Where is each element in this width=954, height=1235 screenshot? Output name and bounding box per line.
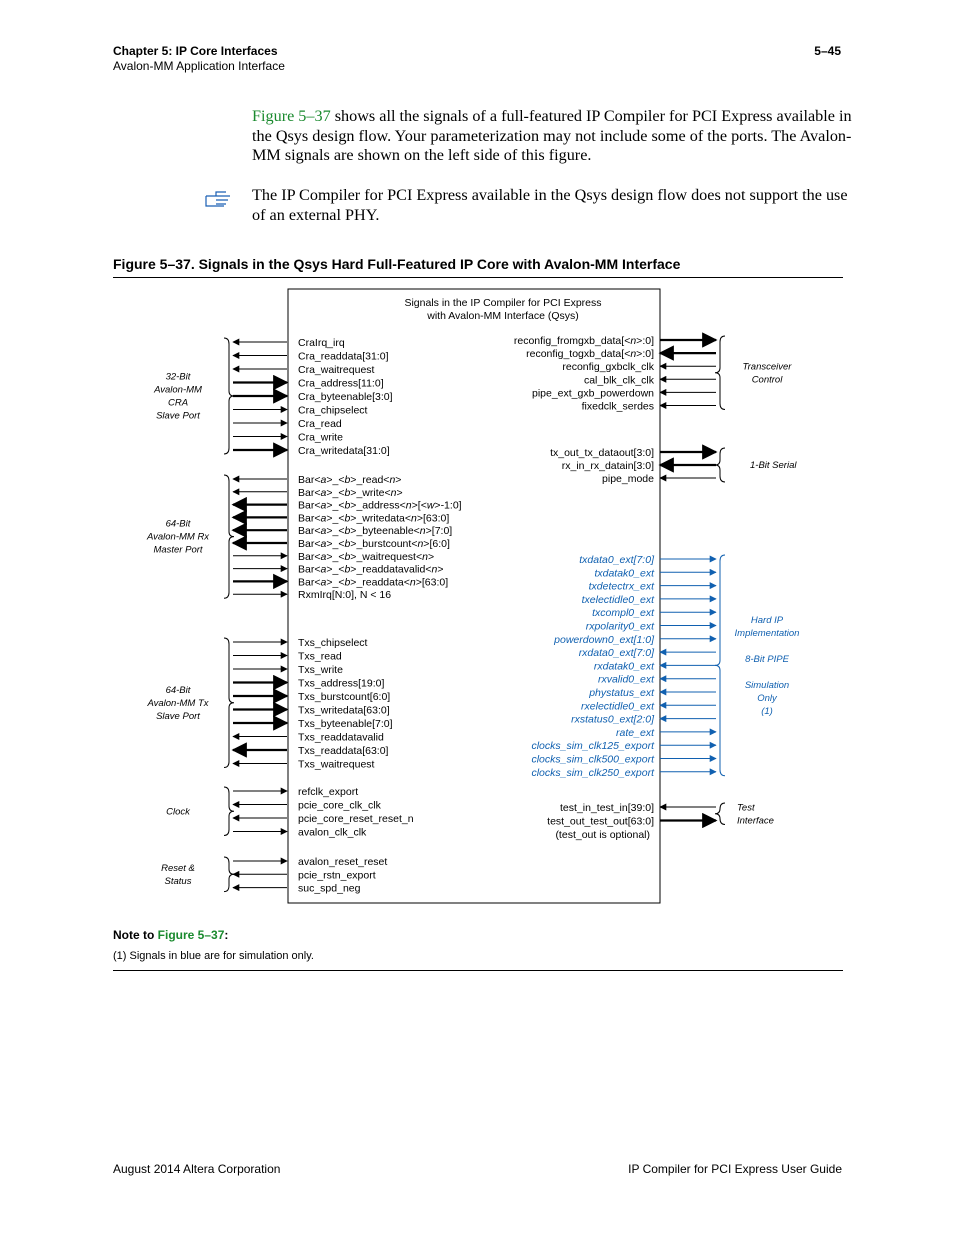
footer-right: IP Compiler for PCI Express User Guide bbox=[628, 1162, 842, 1176]
signal-txs-write: Txs_write bbox=[298, 664, 343, 676]
group-brace bbox=[715, 336, 725, 410]
signal-rxdatak0-ext: rxdatak0_ext bbox=[593, 660, 654, 673]
signal-rxmirq-n-0-n-16: RxmIrq[N:0], N < 16 bbox=[298, 589, 392, 602]
signal-cra-waitrequest: Cra_waitrequest bbox=[298, 364, 375, 376]
box-title-line-1: Signals in the IP Compiler for PCI Express bbox=[404, 297, 602, 309]
signal-phystatus-ext: phystatus_ext bbox=[589, 687, 654, 699]
signal-bar-a-b-waitrequest-n: Bar<a>_<b>_waitrequest<n> bbox=[298, 550, 435, 563]
group-label: Simulation bbox=[744, 679, 790, 691]
group-label: Clock bbox=[166, 806, 190, 818]
signal-bar-a-b-byteenable-n-7-0: Bar<a>_<b>_byteenable<n>[7:0] bbox=[298, 525, 453, 538]
signal-txs-waitrequest: Txs_waitrequest bbox=[298, 758, 375, 771]
signal-avalon-clk-clk: avalon_clk_clk bbox=[298, 826, 367, 839]
signal-txs-readdata-63-0: Txs_readdata[63:0] bbox=[298, 745, 389, 757]
notes-heading bbox=[113, 928, 228, 942]
signal-rxstatus0-ext-2-0: rxstatus0_ext[2:0] bbox=[571, 713, 654, 726]
group-label: Slave Port bbox=[156, 410, 200, 422]
signal-clocks-sim-clk250-export: clocks_sim_clk250_export bbox=[531, 766, 654, 779]
signal-txs-burstcount-6-0: Txs_burstcount[6:0] bbox=[298, 691, 391, 703]
group-brace bbox=[224, 857, 234, 892]
note-item-1: (1) Signals in blue are for simulation only. bbox=[113, 950, 314, 962]
signal-txelectidle0-ext: txelectidle0_ext bbox=[581, 593, 654, 606]
group-brace bbox=[224, 475, 234, 598]
signal-crairq-irq: CraIrq_irq bbox=[298, 337, 345, 349]
signal-clocks-sim-clk500-export: clocks_sim_clk500_export bbox=[531, 753, 654, 766]
signal-reconfig-togxb-data-n-0: reconfig_togxb_data[<n>:0] bbox=[526, 348, 654, 361]
signal-reconfig-fromgxb-data-n-0: reconfig_fromgxb_data[<n>:0] bbox=[513, 335, 654, 347]
group-label: Reset & bbox=[161, 862, 195, 874]
group-label: Slave Port bbox=[156, 710, 200, 722]
group-brace bbox=[224, 638, 234, 768]
note-paragraph: The IP Compiler for PCI Express available in the Qsys design flow does not support the use of an external PHY. bbox=[252, 186, 848, 224]
box-title-line-2: with Avalon-MM Interface (Qsys) bbox=[427, 310, 579, 322]
signal-txdata0-ext-7-0: txdata0_ext[7:0] bbox=[579, 554, 654, 566]
group-label: Master Port bbox=[153, 544, 203, 556]
group-brace bbox=[715, 448, 725, 482]
signal-pipe-mode: pipe_mode bbox=[602, 473, 654, 485]
signal-rx-in-rx-datain-3-0: rx_in_rx_datain[3:0] bbox=[561, 460, 654, 472]
signal-refclk-export: refclk_export bbox=[298, 786, 359, 798]
signal-bar-a-b-write-n: Bar<a>_<b>_write<n> bbox=[298, 486, 403, 499]
signal-txdatak0-ext: txdatak0_ext bbox=[594, 567, 654, 580]
signal-powerdown0-ext-1-0: powerdown0_ext[1:0] bbox=[554, 633, 654, 646]
group-label: Hard IP bbox=[750, 614, 784, 626]
group-label: Test bbox=[737, 802, 755, 814]
signal-txcompl0-ext: txcompl0_ext bbox=[592, 607, 654, 620]
signal-suc-spd-neg: suc_spd_neg bbox=[298, 882, 361, 895]
signal-tx-out-tx-dataout-3-0: tx_out_tx_dataout[3:0] bbox=[550, 447, 654, 459]
group-label: (1) bbox=[761, 705, 773, 717]
figure-bottom-rule bbox=[113, 970, 843, 971]
signal-rxpolarity0-ext: rxpolarity0_ext bbox=[585, 620, 654, 633]
signal-pcie-rstn-export: pcie_rstn_export bbox=[298, 869, 376, 882]
signal-bar-a-b-writedata-n-63-0: Bar<a>_<b>_writedata<n>[63:0] bbox=[298, 512, 450, 525]
signal-cal-blk-clk-clk: cal_blk_clk_clk bbox=[583, 374, 654, 387]
group-label: Avalon-MM Tx bbox=[147, 697, 209, 709]
notes-figure-link[interactable]: Figure 5–37 bbox=[157, 928, 225, 942]
signal-bar-a-b-readdatavalid-n: Bar<a>_<b>_readdatavalid<n> bbox=[298, 563, 444, 576]
group-brace bbox=[715, 555, 725, 776]
group-label: CRA bbox=[167, 397, 189, 409]
signal-bar-a-b-burstcount-n-6-0: Bar<a>_<b>_burstcount<n>[6:0] bbox=[298, 538, 450, 550]
signal-rxdata0-ext-7-0: rxdata0_ext[7:0] bbox=[578, 647, 654, 660]
signal-cra-chipselect: Cra_chipselect bbox=[298, 404, 368, 417]
group-brace bbox=[224, 338, 234, 454]
group-label: Interface bbox=[737, 815, 774, 827]
group-label: 1-Bit Serial bbox=[750, 460, 797, 471]
notes-suffix: : bbox=[224, 928, 229, 942]
group-label: Control bbox=[751, 374, 783, 386]
group-label: 64-Bit bbox=[165, 684, 191, 696]
group-label: Status bbox=[164, 875, 192, 887]
signal-test-in-test-in-39-0: test_in_test_in[39:0] bbox=[560, 802, 654, 814]
group-brace bbox=[715, 803, 725, 825]
footer-left: August 2014 Altera Corporation bbox=[113, 1162, 281, 1176]
signal-fixedclk-serdes: fixedclk_serdes bbox=[581, 400, 654, 413]
page-number: 5–45 bbox=[814, 44, 841, 58]
signal-cra-writedata-31-0: Cra_writedata[31:0] bbox=[298, 445, 390, 457]
signal-cra-read: Cra_read bbox=[298, 418, 342, 430]
signal-txs-chipselect: Txs_chipselect bbox=[298, 637, 368, 649]
signal-txs-writedata-63-0: Txs_writedata[63:0] bbox=[298, 704, 390, 717]
signal-pcie-core-reset-reset-n: pcie_core_reset_reset_n bbox=[298, 813, 414, 825]
chapter-header: Chapter 5: IP Core Interfaces bbox=[113, 44, 278, 58]
signal-cra-write: Cra_write bbox=[298, 431, 343, 444]
figure-title: Figure 5–37. Signals in the Qsys Hard Full-Featured IP Core with Avalon-MM Interface bbox=[113, 256, 681, 272]
signal-clocks-sim-clk125-export: clocks_sim_clk125_export bbox=[531, 740, 654, 753]
section-header: Avalon-MM Application Interface bbox=[113, 59, 285, 73]
signal-cra-byteenable-3-0: Cra_byteenable[3:0] bbox=[298, 391, 393, 403]
signal-txs-address-19-0: Txs_address[19:0] bbox=[298, 677, 385, 690]
signal-bar-a-b-read-n: Bar<a>_<b>_read<n> bbox=[298, 474, 402, 486]
signal-rxvalid0-ext: rxvalid0_ext bbox=[597, 673, 654, 686]
signal-pcie-core-clk-clk: pcie_core_clk_clk bbox=[298, 799, 381, 812]
intro-text: shows all the signals of a full-featured IP Compiler for PCI Express available in the Qsys design flow. Your parameterization may not include some of the ports. The Avalon-MM signals are shown on the left side of this figure. bbox=[252, 107, 852, 164]
signal-pipe-ext-gxb-powerdown: pipe_ext_gxb_powerdown bbox=[531, 387, 654, 400]
signal-test-out-is-optional: (test_out is optional) bbox=[555, 829, 650, 841]
figure-link[interactable]: Figure 5–37 bbox=[252, 107, 331, 125]
signal-rxelectidle0-ext: rxelectidle0_ext bbox=[581, 700, 654, 713]
right-signals bbox=[514, 335, 800, 841]
left-signals bbox=[146, 337, 462, 895]
group-label: Avalon-MM bbox=[154, 384, 202, 396]
group-label: Avalon-MM Rx bbox=[146, 531, 210, 543]
signal-txdetectrx-ext: txdetectrx_ext bbox=[588, 580, 654, 593]
signal-cra-address-11-0: Cra_address[11:0] bbox=[298, 377, 384, 390]
signal-txs-byteenable-7-0: Txs_byteenable[7:0] bbox=[298, 718, 393, 730]
signal-avalon-reset-reset: avalon_reset_reset bbox=[298, 856, 388, 868]
signal-bar-a-b-address-n-w-1-0: Bar<a>_<b>_address<n>[<w>-1:0] bbox=[298, 499, 462, 512]
notes-prefix: Note to bbox=[113, 928, 158, 942]
group-label: Implementation bbox=[734, 627, 800, 639]
signal-bar-a-b-readdata-n-63-0: Bar<a>_<b>_readdata<n>[63:0] bbox=[298, 576, 449, 589]
group-label: Only bbox=[757, 692, 777, 704]
group-label: 64-Bit bbox=[165, 518, 191, 530]
signal-test-out-test-out-63-0: test_out_test_out[63:0] bbox=[547, 815, 654, 828]
group-brace bbox=[224, 787, 234, 836]
group-label: Transceiver bbox=[742, 361, 792, 373]
group-label: 32-Bit bbox=[165, 371, 191, 383]
group-label: 8-Bit PIPE bbox=[745, 653, 789, 665]
signal-txs-read: Txs_read bbox=[298, 650, 342, 663]
signal-reconfig-gxbclk-clk: reconfig_gxbclk_clk bbox=[562, 361, 654, 374]
signal-rate-ext: rate_ext bbox=[616, 726, 654, 739]
signal-cra-readdata-31-0: Cra_readdata[31:0] bbox=[298, 350, 389, 363]
signal-txs-readdatavalid: Txs_readdatavalid bbox=[298, 731, 384, 744]
